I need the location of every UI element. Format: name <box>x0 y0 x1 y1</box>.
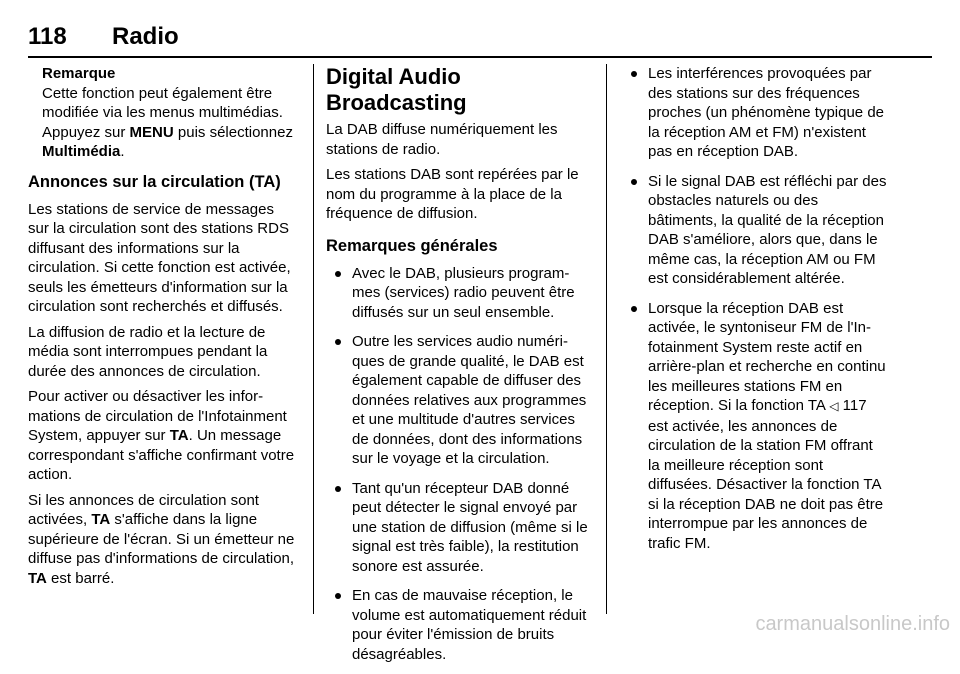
section-heading-ta: Annonces sur la circulation (TA) <box>28 172 281 191</box>
page-number: 118 <box>28 23 67 50</box>
header-rule <box>28 56 932 58</box>
bullet-dot-icon <box>335 339 341 345</box>
paragraph: Si les annonces de circulation sont activées, TA s'affiche dans la ligne supérieure de l'écran. Si un émetteur ne diffuse pas d'informations de circulation, TA est barré. <box>28 491 295 587</box>
section-title-dab: Digital Audio Broadcasting <box>326 64 467 115</box>
paragraph: La DAB diffuse numériquement les stations de radio. <box>326 121 558 158</box>
note-title: Remarque <box>42 65 116 82</box>
column-1 <box>28 64 298 594</box>
list-item: Si le signal DAB est réfléchi par des obstacles naturels ou des bâtiments, la qualité de la réception DAB s'améliore, alors que, dans le même cas, la réception AM ou FM est considérablement altérée. <box>622 172 887 289</box>
bullet-dot-icon <box>335 271 341 277</box>
column-3 <box>622 64 887 563</box>
list-item: Avec le DAB, plusieurs programmes (services) radio peuvent être diffusés sur un seul ensemble. <box>326 264 592 323</box>
bullet-dot-icon <box>631 179 637 185</box>
paragraph: Les stations de service de messages sur la circulation sont des stations RDS diffusant des informations sur la circulation. Si cette fonction est activée, seuls les émetteurs d'information sur la circulation sont recherchés et diffusés. <box>28 200 291 315</box>
list-item: Lorsque la réception DAB est activée, le syntoniseur FM de l'Infotainment System reste actif en arrière-plan et recherche en continu les meilleures stations FM en réception. Si la fonction TA ◁ 117 est activée, les annonces de circulation de la station FM offrant la meilleure réception sont diffusées. Désactiver la fonction TA si la réception DAB ne doit pas être interrompue par les annonces de trafic FM. <box>622 299 887 554</box>
column-divider-2 <box>606 64 607 614</box>
bullet-dot-icon <box>335 486 341 492</box>
bullet-list <box>326 264 592 665</box>
ta-keyword: TA <box>91 511 111 528</box>
bullet-list <box>622 64 887 553</box>
bullet-dot-icon <box>631 71 637 77</box>
note-text: Cette fonction peut également être modifiée via les menus multimédias. Appuyez sur MENU puis sélectionnez Multimédia. <box>42 84 293 160</box>
column-divider-1 <box>313 64 314 614</box>
bullet-dot-icon <box>631 306 637 312</box>
cross-reference-arrow-icon: ◁ <box>829 399 839 413</box>
list-item: Tant qu'un récepteur DAB donné peut détecter le signal envoyé par une station de diffusion (même si le signal est très faible), la restitution sonore est assurée. <box>326 479 592 577</box>
note-box <box>42 64 298 162</box>
page-section-title: Radio <box>112 23 179 50</box>
menu-keyword: MENU <box>129 123 174 141</box>
list-item: Outre les services audio numériques de grande qualité, le DAB est également capable de diffuser des données relatives aux programmes et une multitude d'autres services de données, dont des informations sur le voyage et la circulation. <box>326 332 592 469</box>
watermark: carmanualsonline.info <box>755 613 950 635</box>
list-item: Les interférences provoquées par des stations sur des fréquences proches (un phénomène typique de la réception AM et FM) n'existent pas en réception DAB. <box>622 64 887 162</box>
bullet-dot-icon <box>335 593 341 599</box>
multimedia-keyword: Multimédia <box>42 143 121 160</box>
column-2 <box>326 64 592 674</box>
ta-keyword: TA <box>28 569 47 587</box>
paragraph: Pour activer ou désactiver les informations de circulation de l'Infotainment System, appuyer sur TA. Un message correspondant s'affiche confirmant votre action. <box>28 388 295 483</box>
subheading-general-notes: Remarques générales <box>326 236 498 255</box>
paragraph: La diffusion de radio et la lecture de média sont interrompues pendant la durée des annonces de circulation. <box>28 323 268 380</box>
paragraph: Les stations DAB sont repérées par le nom du programme à la place de la fréquence de diffusion. <box>326 166 579 222</box>
list-item: En cas de mauvaise réception, le volume est automatiquement réduit pour éviter l'émission de bruits désagréables. <box>326 586 592 664</box>
ta-keyword: TA <box>169 427 189 444</box>
